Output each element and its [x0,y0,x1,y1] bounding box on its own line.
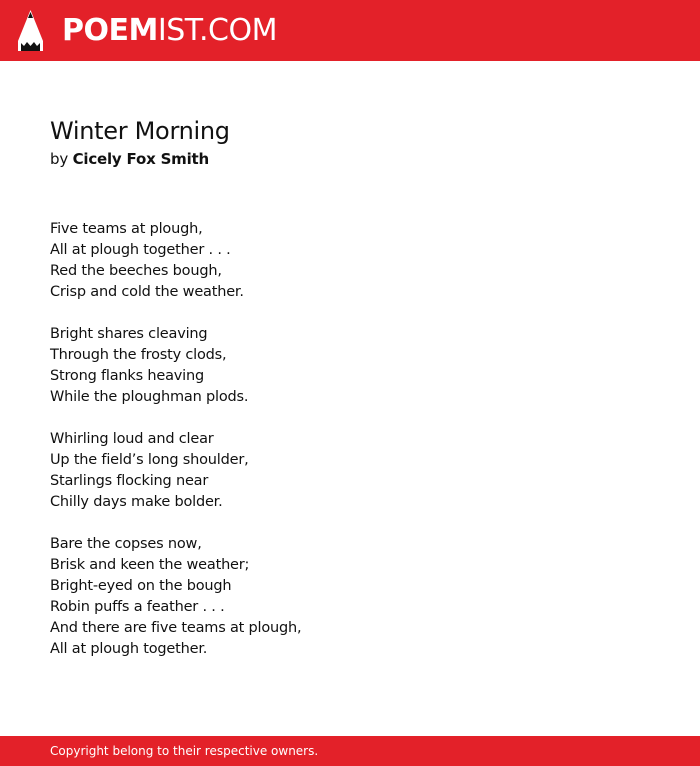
poem-line: Crisp and cold the weather. [50,284,244,300]
stanza [50,534,650,660]
site-logo[interactable] [62,13,277,49]
poem-line: Up the field’s long shoulder, [50,452,249,468]
poem-line: Brisk and keen the weather; [50,557,250,573]
poem-line: Starlings flocking near [50,473,209,489]
poem-author: Cicely Fox Smith [72,150,209,168]
logo-light-text: IST.COM [157,13,277,48]
poem-line: While the ploughman plods. [50,389,249,405]
poem-line: All at plough together. [50,641,208,657]
poem-line: Bare the copses now, [50,536,202,552]
stanza [50,429,650,513]
poem-line: All at plough together . . . [50,242,231,258]
site-footer [0,736,700,766]
poem-line: Chilly days make bolder. [50,494,223,510]
poem-title: Winter Morning [50,117,230,145]
stanza [50,219,650,303]
copyright-text: Copyright belong to their respective owners. [50,744,319,758]
poem-line: Bright-eyed on the bough [50,578,232,594]
stanza [50,324,650,408]
poem-line: Five teams at plough, [50,221,203,237]
poem-line: Whirling loud and clear [50,431,214,447]
poem-body [50,219,650,681]
pencil-icon [18,10,43,51]
poem-line: Strong flanks heaving [50,368,204,384]
poem-line: Robin puffs a feather . . . [50,599,225,615]
poem-line: Red the beeches bough, [50,263,222,279]
by-label: by [50,150,68,168]
poem-line: Through the frosty clods, [50,347,227,363]
logo-bold-text: POEM [62,13,158,48]
site-header [0,0,700,61]
poem-byline [50,149,209,169]
poem-line: And there are five teams at plough, [50,620,302,636]
poem-line: Bright shares cleaving [50,326,208,342]
